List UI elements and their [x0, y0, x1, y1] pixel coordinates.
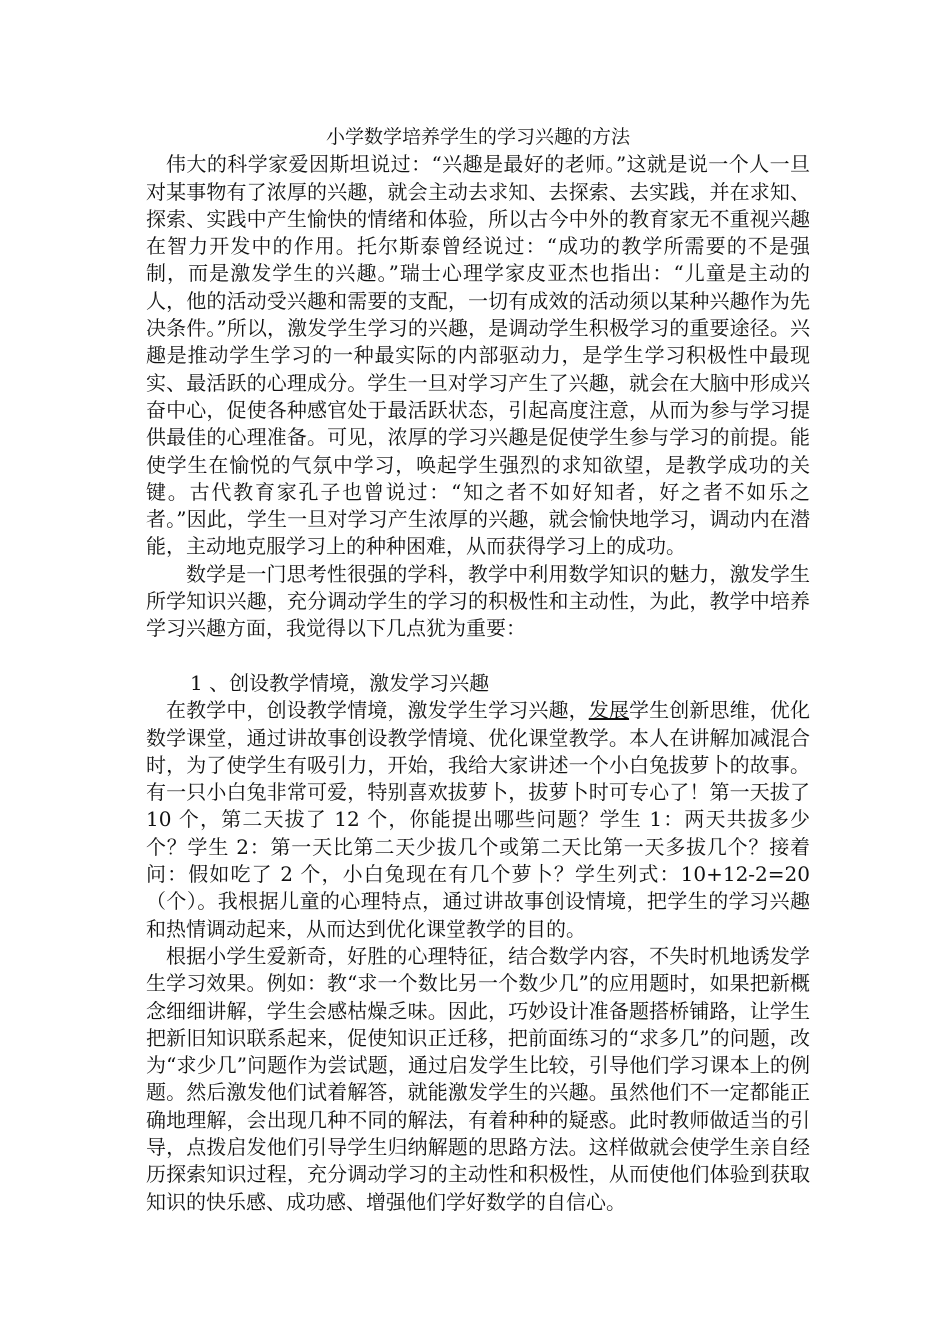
- paragraph-math-subject: 数学是一门思考性很强的学科，教学中利用数学知识的魅力，激发学生所学知识兴趣，充分调动学生的学习的积极性和主动性，为此，教学中培养学习兴趣方面，我觉得以下几点犹为重要：: [146, 561, 810, 641]
- paragraph-text-start: 在教学中，创设教学情境，激发学生学习兴趣，: [166, 698, 589, 723]
- document-body: [146, 124, 810, 1216]
- section-heading-1: 1 、创设教学情境，激发学习兴趣: [190, 670, 490, 695]
- paragraph-curiosity: 根据小学生爱新奇，好胜的心理特征，结合数学内容，不失时机地诱发学生学习效果。例如：教“求一个数比另一个数少几”的应用题时，如果把新概念细细讲解，学生会感枯燥乏味。因此，巧妙设计准备题搭桥铺路，让学生把新旧知识联系起来，促使知识正迁移，把前面练习的“求多几”的问题，改为“求少几”问题作为尝试题，通过启发学生比较，引导他们学习课本上的例题。然后激发他们试着解答，就能激发学生的兴趣。虽然他们不一定都能正确地理解，会出现几种不同的解法，有着种种的疑惑。此时教师做适当的引导，点拨启发他们引导学生归纳解题的思路方法。这样做就会使学生亲自经历探索知识过程，充分调动学习的主动性和积极性，从而使他们体验到获取知识的快乐感、成功感、增强他们学好数学的自信心。: [146, 943, 810, 1214]
- paragraph-intro: 伟大的科学家爱因斯坦说过：“兴趣是最好的老师。”这就是说一个人一旦对某事物有了浓厚的兴趣，就会主动去求知、去探索、去实践，并在求知、探索、实践中产生愉快的情绪和体验，所以古今中外的教育家无不重视兴趣在智力开发中的作用。托尔斯泰曾经说过：“成功的教学所需要的不是强制，而是激发学生的兴趣。”瑞士心理学家皮亚杰也指出：“儿童是主动的人，他的活动受兴趣和需要的支配，一切有成效的活动须以某种兴趣作为先决条件。”所以，激发学生学习的兴趣，是调动学生积极学习的重要途径。兴趣是推动学生学习的一种最实际的内部驱动力，是学生学习积极性中最现实、最活跃的心理成分。学生一旦对学习产生了兴趣，就会在大脑中形成兴奋中心，促使各种感官处于最活跃状态，引起高度注意，从而为参与学习提供最佳的心理准备。可见，浓厚的学习兴趣是促使学生参与学习的前提。能使学生在愉悦的气氛中学习，唤起学生强烈的求知欲望，是教学成功的关键。古代教育家孔子也曾说过：“知之者不如好知者，好之者不如乐之者。”因此，学生一旦对学习产生浓厚的兴趣，就会愉快地学习，调动内在潜能，主动地克服学习上的种种困难，从而获得学习上的成功。: [146, 152, 810, 559]
- paragraph-text-rest: 学生创新思维，优化数学课堂，通过讲故事创设教学情境、优化课堂教学。本人在讲解加减混合时，为了使学生有吸引力，开始，我给大家讲述一个小白兔拔萝卜的故事。有一只小白兔非常可爱，特别喜欢拔萝卜，拔萝卜时可专心了！第一天拔了 10 个，第二天拔了 12 个，你能提出哪些问题？学生 1：两天共拔多少个？学生 2：第一天比第二天少拔几个或第二天比第一天多拔几个？接着问：假如吃了 2 个，小白兔现在有几个萝卜？学生列式：10+12-2=20（个）。我根据儿童的心理特点，通过讲故事创设情境，把学生的学习兴趣和热情调动起来，从而达到优化课堂教学的目的。: [146, 698, 811, 941]
- document-title: 小学数学培养学生的学习兴趣的方法: [325, 126, 630, 148]
- hyperlink-develop[interactable]: 发展: [588, 698, 629, 723]
- blank-line: [146, 643, 810, 670]
- paragraph-teaching-situation: [146, 697, 810, 943]
